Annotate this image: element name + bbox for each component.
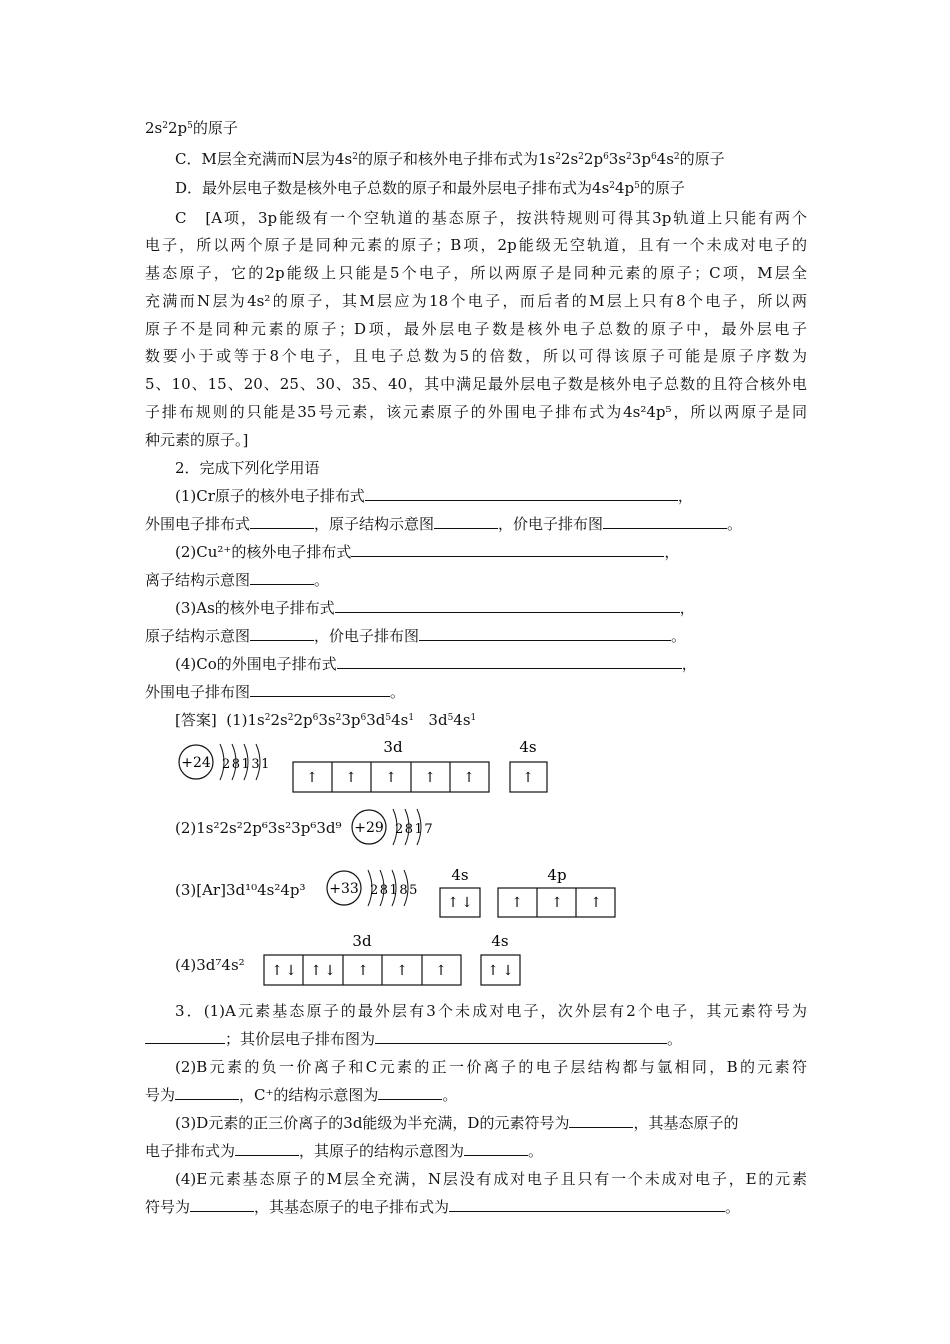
- arrow-down-icon: ↓: [324, 963, 336, 979]
- answer-blank[interactable]: [464, 1141, 528, 1156]
- q2-part4-line2: 外围电子排布图 。: [145, 683, 406, 701]
- arrow-up-icon: ↑: [271, 963, 283, 979]
- arrow-up-icon: ↑: [396, 963, 408, 979]
- q3-part1-line2: ；其价层电子排布图为 。: [145, 1029, 682, 1049]
- cr-3d-label: 3d: [383, 738, 403, 756]
- q2-part3-line1: (3)As的核外电子排布式 ，: [175, 599, 695, 617]
- co-4s-label: 4s: [491, 932, 509, 950]
- q2-part4-line1: (4)Co的外围电子排布式 ，: [175, 655, 697, 673]
- cr-shell-electrons: 28131: [222, 757, 271, 772]
- arrow-up-icon: ↑: [424, 770, 436, 786]
- q3-part3-line2: 电子排布式为 ，其原子的结构示意图为 。: [145, 1142, 544, 1160]
- arrow-up-icon: ↑: [345, 770, 357, 786]
- answer-blank[interactable]: [449, 1197, 725, 1212]
- option-d: D．最外层电子数是核外电子总数的原子和最外层电子排布式为$4s^24p^5$的原子: [175, 179, 685, 197]
- as-4s-orbital-box: [440, 888, 480, 917]
- arrow-up-icon: ↑: [447, 895, 459, 911]
- q2-answer-3: (3)[Ar]3d¹⁰4s²4p³: [175, 881, 306, 899]
- q1-answer-line-2: 电子，所以两个原子是同种元素的原子；B项，2p能级无空轨道，且有一个未成对电子的: [145, 236, 807, 254]
- arrow-down-icon: ↓: [461, 895, 473, 911]
- arrow-up-icon: ↑: [385, 770, 397, 786]
- q1-answer-line-6: 数要小于或等于8个电子，且电子总数为5的倍数，所以可得该原子可能是原子序数为: [145, 347, 807, 365]
- q1-answer-line-3: 基态原子，它的2p能级上只能是5个电子，所以两原子是同种元素的原子；C项，M层全: [145, 264, 807, 282]
- as-4p-label: 4p: [547, 866, 567, 884]
- arrow-up-icon: ↑: [310, 963, 322, 979]
- as-4s-label: 4s: [451, 866, 469, 884]
- answer-blank[interactable]: [145, 1029, 225, 1044]
- arrow-up-icon: ↑: [522, 770, 534, 786]
- q2-answer-4: (4)3d⁷4s²: [175, 956, 245, 974]
- arrow-down-icon: ↓: [285, 963, 297, 979]
- cr-4s-label: 4s: [519, 738, 537, 756]
- answer-blank[interactable]: [378, 1085, 442, 1100]
- arrow-up-icon: ↑: [590, 895, 602, 911]
- q3-part4-line2: 符号为 ，其基态原子的电子排布式为 。: [145, 1198, 741, 1216]
- q2-answer-2: (2)1s²2s²2p⁶3s²3p⁶3d⁹: [175, 819, 342, 837]
- q1-answer-line-5: 原子不是同种元素的原子；D项，最外层电子数是核外电子总数的原子中，最外层电子: [145, 320, 807, 338]
- q3-part1-line1: 3．(1)A元素基态原子的最外层有3个未成对电子，次外层有2个电子，其元素符号为: [175, 1002, 807, 1020]
- arrow-up-icon: ↑: [357, 963, 369, 979]
- arrow-up-icon: ↑: [511, 895, 523, 911]
- arrow-up-icon: ↑: [551, 895, 563, 911]
- arrow-up-icon: ↑: [487, 963, 499, 979]
- q2-part1-line1: (1)Cr原子的核外电子排布式 ，: [175, 487, 693, 505]
- arrow-up-icon: ↑: [463, 770, 475, 786]
- q2-part1-line2: 外围电子排布式 ，原子结构示意图 ，价电子排布图 。: [145, 515, 743, 533]
- q3-part4-line1: (4)E元素基态原子的M层全充满，N层没有成对电子且只有一个未成对电子，E的元素: [175, 1170, 807, 1188]
- q1-answer-line-4: 充满而N层为4s²的原子，其M层应为18个电子，而后者的M层上只有8个电子，所以两: [145, 292, 807, 310]
- q1-answer-line-7: 5、10、15、20、25、30、35、40，其中满足最外层电子数是核外电子总数的且符合核外电: [145, 375, 807, 393]
- q1-answer-line-1: C [A项，3p能级有一个空轨道的基态原子，按洪特规则可得其3p轨道上只能有两个: [175, 209, 807, 227]
- as-nucleus-charge: +33: [329, 881, 359, 897]
- q2-answer-header: [答案] $(1)1s^22s^22p^63s^23p^63d^54s^1$ $3d^54s^1$: [175, 711, 477, 729]
- arrow-up-icon: ↑: [435, 963, 447, 979]
- cr-nucleus-charge: +24: [181, 755, 211, 771]
- q2-title: 2．完成下列化学用语: [175, 459, 320, 477]
- q2-part2-line1: (2)Cu²⁺的核外电子排布式 ，: [175, 543, 680, 561]
- answer-blank[interactable]: [375, 1029, 667, 1044]
- as-shell-electrons: 28185: [370, 883, 419, 898]
- q1-answer-line-9: 种元素的原子。]: [145, 431, 249, 449]
- arrow-down-icon: ↓: [502, 963, 514, 979]
- cu-nucleus-charge: +29: [354, 820, 384, 836]
- q2-part2-line2: 离子结构示意图 。: [145, 571, 330, 589]
- q3-part2-line1: (2)B元素的负一价离子和C元素的正一价离子的电子层结构都与氩相同，B的元素符: [175, 1058, 807, 1076]
- q1-answer-line-8: 子排布规则的只能是35号元素，该元素原子的外围电子排布式为4s²4p⁵，所以两原子是同: [145, 403, 807, 421]
- q2-part3-line2: 原子结构示意图 ，价电子排布图 。: [145, 627, 687, 645]
- answer-blank[interactable]: [190, 1197, 254, 1212]
- arrow-up-icon: ↑: [306, 770, 318, 786]
- q3-part2-line2: 号为 ，C⁺的结构示意图为 。: [145, 1086, 458, 1104]
- option-c: C．M层全充满而N层为$4s^2$的原子和核外电子排布式为$1s^22s^22p^63s^23p^64s^2$的原子: [175, 150, 725, 168]
- answer-blank[interactable]: [175, 1085, 239, 1100]
- answer-blank[interactable]: [569, 1113, 633, 1128]
- cu-shell-electrons: 2817: [395, 822, 435, 837]
- answer-blank[interactable]: [235, 1141, 299, 1156]
- q3-part3-line1: (3)D元素的正三价离子的3d能级为半充满，D的元素符号为 ，其基态原子的: [175, 1114, 739, 1132]
- co-3d-label: 3d: [352, 932, 372, 950]
- option-b-tail: $2s^22p^5$的原子: [145, 119, 238, 137]
